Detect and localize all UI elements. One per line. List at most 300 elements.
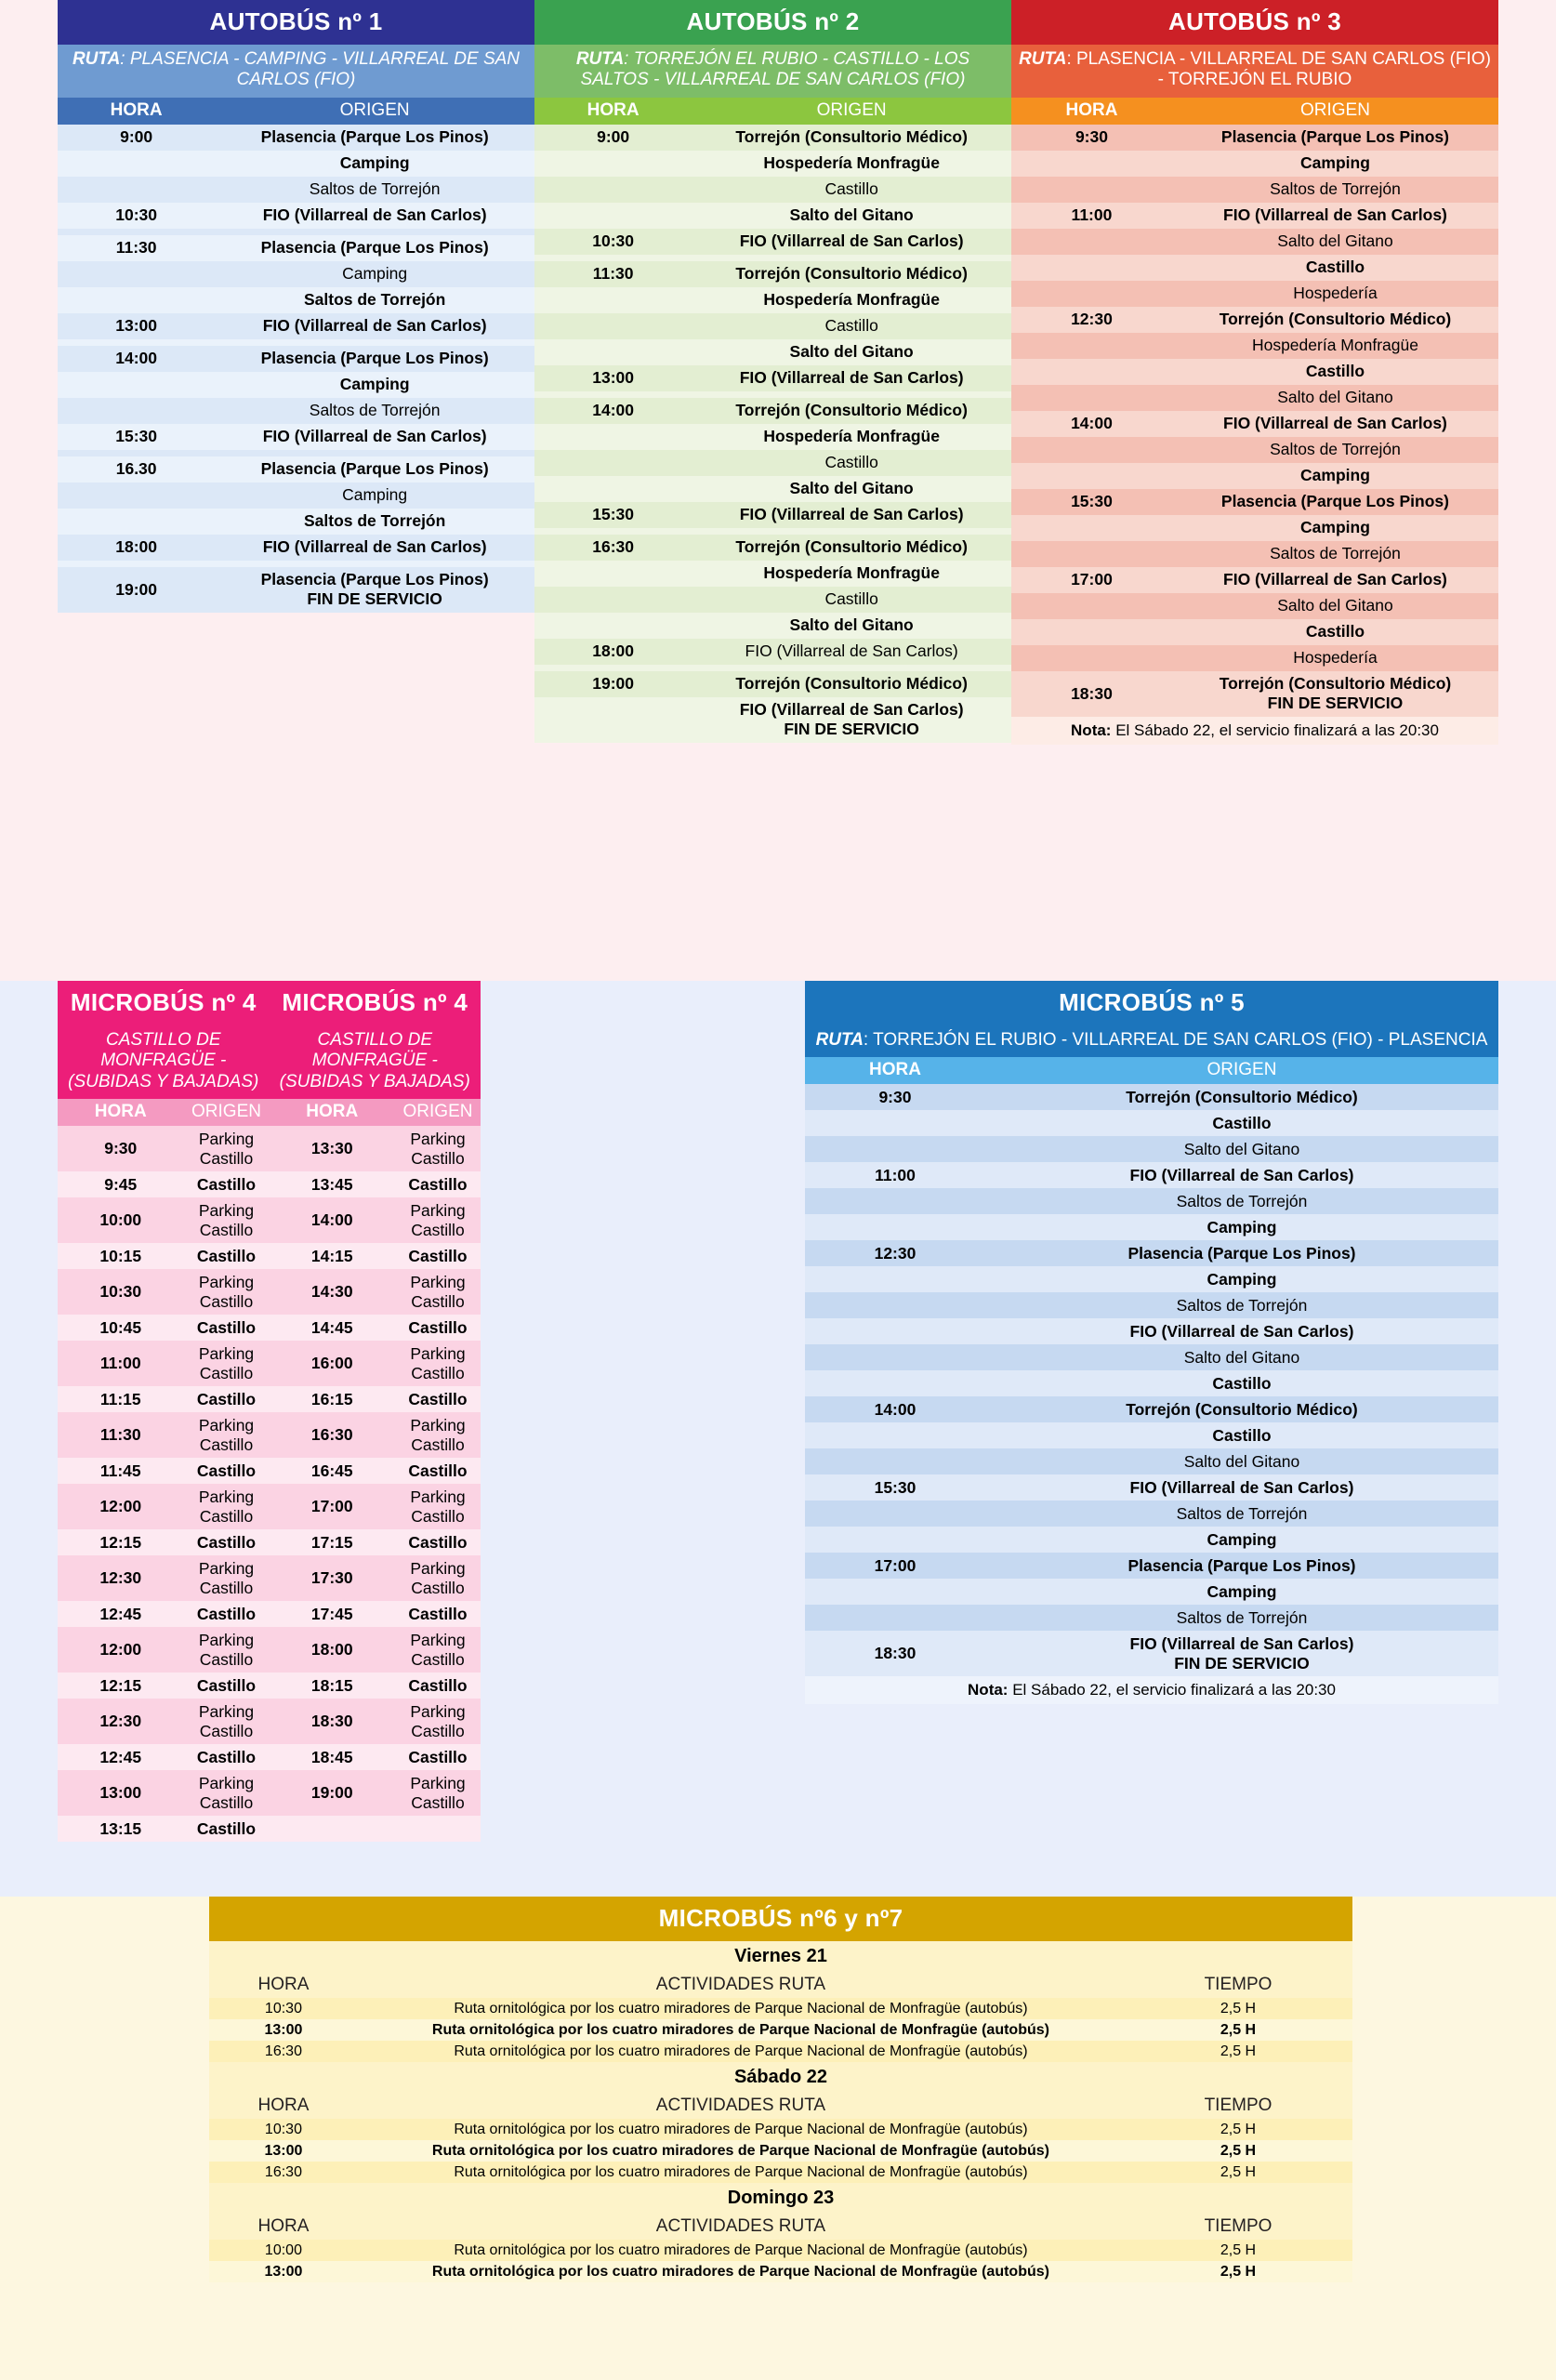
row-hora: 14:00	[1011, 411, 1172, 437]
day-heading: Domingo 23	[209, 2183, 1352, 2214]
row-origen-right: Castillo	[395, 1458, 481, 1484]
row-hora	[805, 1422, 985, 1448]
row-hora-left: 12:45	[58, 1601, 184, 1627]
row-hora: 15:30	[805, 1474, 985, 1501]
row-hora	[805, 1214, 985, 1240]
table-row	[58, 229, 534, 235]
row-hora: 9:00	[58, 125, 215, 151]
table-row	[534, 398, 1011, 424]
table-row	[58, 1197, 481, 1243]
micro-4-col-hora-left: HORA	[58, 1099, 184, 1126]
row-origen: Plasencia (Parque Los Pinos)	[215, 456, 534, 483]
row-hora	[805, 1344, 985, 1370]
row-origen: Castillo	[985, 1110, 1498, 1136]
row-hora-left: 12:00	[58, 1484, 184, 1529]
row-origen: Saltos de Torrejón	[985, 1501, 1498, 1527]
micro-4-block	[58, 981, 481, 1842]
row-origen-right: Parking Castillo	[395, 1484, 481, 1529]
row-hora	[58, 509, 215, 535]
table-row	[58, 1555, 481, 1601]
table-row	[1011, 177, 1498, 203]
row-origen-left: Castillo	[184, 1458, 270, 1484]
row-hora: 18:30	[1011, 671, 1172, 717]
day-heading-row	[209, 2062, 1352, 2093]
row-hora	[58, 261, 215, 287]
row-origen: Castillo	[985, 1370, 1498, 1396]
row-hora: 19:00	[534, 671, 692, 697]
micro-5-block	[805, 981, 1498, 1704]
row-origen: Camping	[215, 483, 534, 509]
row-origen: FIO (Villarreal de San Carlos)	[985, 1318, 1498, 1344]
row-hora: 16:30	[209, 2041, 358, 2062]
row-origen: Salto del Gitano	[692, 613, 1011, 639]
row-origen: Saltos de Torrejón	[1172, 437, 1498, 463]
row-hora: 10:00	[209, 2240, 358, 2261]
table-row	[209, 2261, 1352, 2282]
row-hora: 18:00	[534, 639, 692, 665]
table-row	[805, 1136, 1498, 1162]
row-origen: Torrejón (Consultorio Médico)	[692, 671, 1011, 697]
table-row	[1011, 333, 1498, 359]
row-hora	[534, 177, 692, 203]
row-hora-right: 16:15	[270, 1386, 396, 1412]
micro-5-route	[805, 1025, 1498, 1057]
table-row	[58, 177, 534, 203]
row-hora	[58, 177, 215, 203]
row-hora	[534, 613, 692, 639]
row-hora-left: 12:15	[58, 1673, 184, 1699]
col-tiempo: TIEMPO	[1124, 1972, 1352, 1998]
row-hora	[1011, 645, 1172, 671]
row-origen: Camping	[985, 1214, 1498, 1240]
micro-5-route-label: RUTA	[815, 1030, 864, 1050]
row-hora	[534, 424, 692, 450]
row-hora	[805, 1318, 985, 1344]
col-actividades: ACTIVIDADES RUTA	[358, 2093, 1124, 2119]
row-hora: 19:00	[58, 567, 215, 613]
micro-4-col-origen-right: ORIGEN	[395, 1099, 481, 1126]
row-origen: Plasencia (Parque Los Pinos)	[1172, 125, 1498, 151]
table-row	[805, 1110, 1498, 1136]
row-origen: Salto del Gitano	[692, 339, 1011, 365]
row-origen: FIO (Villarreal de San Carlos)	[1172, 203, 1498, 229]
micro-67-title: MICROBÚS nº6 y nº7	[209, 1897, 1352, 1941]
table-row	[805, 1292, 1498, 1318]
row-hora-left: 10:45	[58, 1315, 184, 1341]
row-origen	[215, 339, 534, 346]
bus-3-route-label: RUTA	[1019, 49, 1067, 69]
row-origen: FIO (Villarreal de San Carlos)	[1172, 411, 1498, 437]
row-hora: 13:00	[534, 365, 692, 391]
row-origen: Hospedería	[1172, 281, 1498, 307]
table-row	[58, 1529, 481, 1555]
table-row	[534, 535, 1011, 561]
row-hora	[805, 1370, 985, 1396]
row-origen-right: Castillo	[395, 1315, 481, 1341]
row-origen: Saltos de Torrejón	[985, 1605, 1498, 1631]
row-origen: Camping	[1172, 515, 1498, 541]
row-origen-left: Parking Castillo	[184, 1555, 270, 1601]
table-row	[805, 1370, 1498, 1396]
row-hora: 10:30	[58, 203, 215, 229]
table-row	[58, 1673, 481, 1699]
row-hora-left: 11:15	[58, 1386, 184, 1412]
row-origen: Salto del Gitano	[692, 476, 1011, 502]
bus-2-block	[534, 0, 1011, 743]
row-origen: Torrejón (Consultorio Médico)	[692, 125, 1011, 151]
table-row	[534, 450, 1011, 476]
row-origen-left: Castillo	[184, 1673, 270, 1699]
row-hora	[534, 587, 692, 613]
row-origen: Hospedería Monfragüe	[692, 424, 1011, 450]
row-origen	[692, 391, 1011, 398]
table-row	[534, 561, 1011, 587]
row-hora: 13:00	[209, 2019, 358, 2041]
row-hora	[805, 1266, 985, 1292]
col-tiempo: TIEMPO	[1124, 2214, 1352, 2240]
row-hora	[534, 450, 692, 476]
row-hora	[534, 528, 692, 535]
row-hora: 15:30	[534, 502, 692, 528]
table-row	[805, 1448, 1498, 1474]
row-hora	[58, 372, 215, 398]
row-origen: Plasencia (Parque Los Pinos)	[215, 125, 534, 151]
row-origen: FIO (Villarreal de San Carlos)	[692, 639, 1011, 665]
row-hora: 9:30	[805, 1084, 985, 1110]
row-origen: Torrejón (Consultorio Médico)	[692, 535, 1011, 561]
table-row	[534, 177, 1011, 203]
row-hora	[534, 313, 692, 339]
row-hora: 13:00	[209, 2140, 358, 2162]
micro-4-route-left: CASTILLO DE MONFRAGÜE - (SUBIDAS Y BAJADAS)	[58, 1025, 270, 1099]
activities-header-row	[209, 1972, 1352, 1998]
table-row	[209, 1998, 1352, 2019]
row-origen: Salto del Gitano	[985, 1136, 1498, 1162]
row-origen: Salto del Gitano	[985, 1344, 1498, 1370]
row-origen-right: Castillo	[395, 1601, 481, 1627]
activities-header-row	[209, 2214, 1352, 2240]
row-hora	[58, 287, 215, 313]
table-row	[1011, 203, 1498, 229]
row-hora-left: 12:15	[58, 1529, 184, 1555]
table-row	[534, 528, 1011, 535]
row-origen: Saltos de Torrejón	[1172, 177, 1498, 203]
row-hora	[805, 1527, 985, 1553]
table-row	[58, 235, 534, 261]
row-hora	[58, 483, 215, 509]
row-hora-right: 18:30	[270, 1699, 396, 1744]
row-origen: Salto del Gitano	[1172, 229, 1498, 255]
row-hora	[534, 476, 692, 502]
row-origen-left: Castillo	[184, 1744, 270, 1770]
row-origen: FIO (Villarreal de San Carlos)	[985, 1162, 1498, 1188]
row-hora	[534, 391, 692, 398]
row-hora-left: 9:45	[58, 1171, 184, 1197]
row-origen-right: Parking Castillo	[395, 1269, 481, 1315]
row-hora-left: 12:00	[58, 1627, 184, 1673]
bus-3-route-text: : PLASENCIA - VILLARREAL DE SAN CARLOS (FIO) - TORREJÓN EL RUBIO	[1066, 49, 1491, 90]
row-hora-right: 16:45	[270, 1458, 396, 1484]
row-origen-left: Parking Castillo	[184, 1197, 270, 1243]
row-hora: 18:30	[805, 1631, 985, 1676]
row-hora	[805, 1605, 985, 1631]
row-origen-right: Castillo	[395, 1673, 481, 1699]
row-origen: FIO (Villarreal de San Carlos)	[985, 1474, 1498, 1501]
row-origen: Castillo	[1172, 619, 1498, 645]
bus-2-rows	[534, 125, 1011, 743]
table-row	[534, 502, 1011, 528]
table-row	[58, 1816, 481, 1842]
table-row	[534, 391, 1011, 398]
table-row	[1011, 125, 1498, 151]
table-row	[805, 1527, 1498, 1553]
micro-4-title-right: MICROBÚS nº 4	[270, 981, 481, 1025]
bus-2-table	[534, 0, 1011, 743]
row-origen: FIO (Villarreal de San Carlos)	[215, 424, 534, 450]
row-hora	[1011, 515, 1172, 541]
row-actividad: Ruta ornitológica por los cuatro miradores de Parque Nacional de Monfragüe (autobús)	[358, 2261, 1124, 2282]
row-origen: FIO (Villarreal de San Carlos)	[1172, 567, 1498, 593]
bus-2-header-row	[534, 98, 1011, 125]
row-hora	[534, 203, 692, 229]
micro-5-header-row	[805, 1057, 1498, 1084]
row-hora-left: 11:30	[58, 1412, 184, 1458]
bus-1-rows	[58, 125, 534, 613]
row-hora-right: 14:00	[270, 1197, 396, 1243]
table-row	[805, 1084, 1498, 1110]
bus-1-col-origen: ORIGEN	[215, 98, 534, 125]
row-hora	[534, 255, 692, 261]
table-row	[534, 125, 1011, 151]
table-row	[805, 1579, 1498, 1605]
table-row	[805, 1631, 1498, 1676]
micro-67-table	[209, 1897, 1352, 2282]
table-row	[534, 639, 1011, 665]
row-origen: Plasencia (Parque Los Pinos)	[215, 235, 534, 261]
row-hora-right: 13:30	[270, 1126, 396, 1171]
table-row	[58, 1484, 481, 1529]
row-origen: FIO (Villarreal de San Carlos) FIN DE SERVICIO	[985, 1631, 1498, 1676]
micro-4-header-row	[58, 1099, 481, 1126]
row-tiempo: 2,5 H	[1124, 2240, 1352, 2261]
row-hora	[805, 1188, 985, 1214]
bus-1-block	[58, 0, 534, 613]
row-hora-right: 14:15	[270, 1243, 396, 1269]
row-hora-right: 13:45	[270, 1171, 396, 1197]
table-row	[58, 535, 534, 561]
row-origen-left: Castillo	[184, 1816, 270, 1842]
row-hora: 9:30	[1011, 125, 1172, 151]
row-hora	[534, 697, 692, 743]
row-origen-left: Parking Castillo	[184, 1341, 270, 1386]
row-origen	[215, 450, 534, 456]
row-origen-right: Castillo	[395, 1529, 481, 1555]
row-actividad: Ruta ornitológica por los cuatro miradores de Parque Nacional de Monfragüe (autobús)	[358, 2041, 1124, 2062]
row-origen: Plasencia (Parque Los Pinos)	[1172, 489, 1498, 515]
table-row	[58, 1627, 481, 1673]
table-row	[58, 567, 534, 613]
row-origen: Camping	[1172, 151, 1498, 177]
table-row	[58, 1269, 481, 1315]
row-hora-right: 17:00	[270, 1484, 396, 1529]
row-hora	[1011, 255, 1172, 281]
row-hora: 18:00	[58, 535, 215, 561]
row-origen	[692, 665, 1011, 671]
row-hora: 13:00	[209, 2261, 358, 2282]
row-hora	[534, 665, 692, 671]
table-row	[534, 313, 1011, 339]
row-origen: Plasencia (Parque Los Pinos)	[985, 1240, 1498, 1266]
table-row	[805, 1162, 1498, 1188]
micro-4-rows	[58, 1126, 481, 1842]
row-hora-right: 16:00	[270, 1341, 396, 1386]
row-origen: Camping	[985, 1266, 1498, 1292]
row-origen: Camping	[985, 1527, 1498, 1553]
row-hora	[805, 1448, 985, 1474]
row-origen: Torrejón (Consultorio Médico)	[985, 1084, 1498, 1110]
row-origen: Camping	[215, 372, 534, 398]
micro-5-note-label: Nota:	[968, 1681, 1009, 1699]
row-hora	[534, 151, 692, 177]
table-row	[58, 339, 534, 346]
bus-1-title: AUTOBÚS nº 1	[58, 0, 534, 45]
table-row	[209, 2119, 1352, 2140]
table-row	[1011, 229, 1498, 255]
table-row	[58, 261, 534, 287]
table-row	[58, 1699, 481, 1744]
row-origen-right: Castillo	[395, 1171, 481, 1197]
bus-3-col-hora: HORA	[1011, 98, 1172, 125]
day-heading-row	[209, 1941, 1352, 1972]
col-tiempo: TIEMPO	[1124, 2093, 1352, 2119]
day-heading: Sábado 22	[209, 2062, 1352, 2093]
bus-2-route	[534, 45, 1011, 98]
table-row	[805, 1396, 1498, 1422]
row-hora: 10:30	[534, 229, 692, 255]
table-row	[805, 1214, 1498, 1240]
table-row	[1011, 307, 1498, 333]
row-hora-left: 10:30	[58, 1269, 184, 1315]
row-origen: Castillo	[692, 450, 1011, 476]
row-hora	[58, 450, 215, 456]
row-origen-right: Parking Castillo	[395, 1699, 481, 1744]
row-origen: Hospedería	[1172, 645, 1498, 671]
table-row	[805, 1266, 1498, 1292]
row-origen: Torrejón (Consultorio Médico)	[1172, 307, 1498, 333]
table-row	[534, 203, 1011, 229]
micro-4-title-left: MICROBÚS nº 4	[58, 981, 270, 1025]
bus-3-note-label: Nota:	[1071, 721, 1112, 739]
table-row	[209, 2041, 1352, 2062]
bus-3-block	[1011, 0, 1498, 745]
row-hora: 14:00	[58, 346, 215, 372]
table-row	[534, 255, 1011, 261]
row-origen-right: Parking Castillo	[395, 1412, 481, 1458]
bus-2-col-origen: ORIGEN	[692, 98, 1011, 125]
row-hora	[805, 1501, 985, 1527]
table-row	[1011, 463, 1498, 489]
row-origen-right: Parking Castillo	[395, 1627, 481, 1673]
table-row	[58, 1243, 481, 1269]
table-row	[534, 424, 1011, 450]
row-origen: Castillo	[1172, 255, 1498, 281]
bus-3-col-origen: ORIGEN	[1172, 98, 1498, 125]
row-hora	[1011, 151, 1172, 177]
row-actividad: Ruta ornitológica por los cuatro miradores de Parque Nacional de Monfragüe (autobús)	[358, 2140, 1124, 2162]
row-origen: Castillo	[692, 177, 1011, 203]
row-hora	[1011, 177, 1172, 203]
row-origen-left: Castillo	[184, 1529, 270, 1555]
bus-2-title: AUTOBÚS nº 2	[534, 0, 1011, 45]
table-row	[58, 203, 534, 229]
bus-1-col-hora: HORA	[58, 98, 215, 125]
row-origen-right: Parking Castillo	[395, 1770, 481, 1816]
table-row	[805, 1553, 1498, 1579]
row-actividad: Ruta ornitológica por los cuatro miradores de Parque Nacional de Monfragüe (autobús)	[358, 2240, 1124, 2261]
row-hora-right: 17:15	[270, 1529, 396, 1555]
micro-4-col-hora-right: HORA	[270, 1099, 396, 1126]
row-origen-left: Castillo	[184, 1601, 270, 1627]
row-hora	[58, 229, 215, 235]
table-row	[1011, 411, 1498, 437]
row-hora-left: 10:15	[58, 1243, 184, 1269]
row-hora: 11:30	[58, 235, 215, 261]
row-origen: Salto del Gitano	[985, 1448, 1498, 1474]
row-hora	[1011, 385, 1172, 411]
row-origen	[692, 528, 1011, 535]
activities-header-row	[209, 2093, 1352, 2119]
table-row	[534, 587, 1011, 613]
table-row	[58, 346, 534, 372]
row-hora	[58, 561, 215, 567]
row-origen: Plasencia (Parque Los Pinos) FIN DE SERVICIO	[215, 567, 534, 613]
row-hora: 16:30	[209, 2162, 358, 2183]
table-row	[534, 365, 1011, 391]
row-hora-right: 16:30	[270, 1412, 396, 1458]
row-origen: Saltos de Torrejón	[215, 177, 534, 203]
row-origen: Torrejón (Consultorio Médico) FIN DE SERVICIO	[1172, 671, 1498, 717]
row-origen	[215, 561, 534, 567]
table-row	[209, 2240, 1352, 2261]
table-row	[1011, 593, 1498, 619]
row-origen-right: Parking Castillo	[395, 1197, 481, 1243]
row-origen-left: Parking Castillo	[184, 1484, 270, 1529]
row-origen: Hospedería Monfragüe	[692, 287, 1011, 313]
table-row	[58, 1315, 481, 1341]
row-hora-left: 12:30	[58, 1555, 184, 1601]
col-actividades: ACTIVIDADES RUTA	[358, 1972, 1124, 1998]
row-hora: 17:00	[805, 1553, 985, 1579]
row-hora: 9:00	[534, 125, 692, 151]
table-row	[534, 151, 1011, 177]
col-actividades: ACTIVIDADES RUTA	[358, 2214, 1124, 2240]
table-row	[58, 424, 534, 450]
row-hora-left: 13:15	[58, 1816, 184, 1842]
row-hora: 14:00	[805, 1396, 985, 1422]
table-row	[534, 613, 1011, 639]
micro-5-table	[805, 981, 1498, 1704]
row-origen: Saltos de Torrejón	[215, 509, 534, 535]
row-hora-left: 10:00	[58, 1197, 184, 1243]
col-hora: HORA	[209, 1972, 358, 1998]
table-row	[209, 2140, 1352, 2162]
table-row	[58, 456, 534, 483]
row-origen: Castillo	[692, 587, 1011, 613]
row-hora: 13:00	[58, 313, 215, 339]
row-tiempo: 2,5 H	[1124, 2119, 1352, 2140]
bus-3-route	[1011, 45, 1498, 98]
table-row	[58, 1341, 481, 1386]
